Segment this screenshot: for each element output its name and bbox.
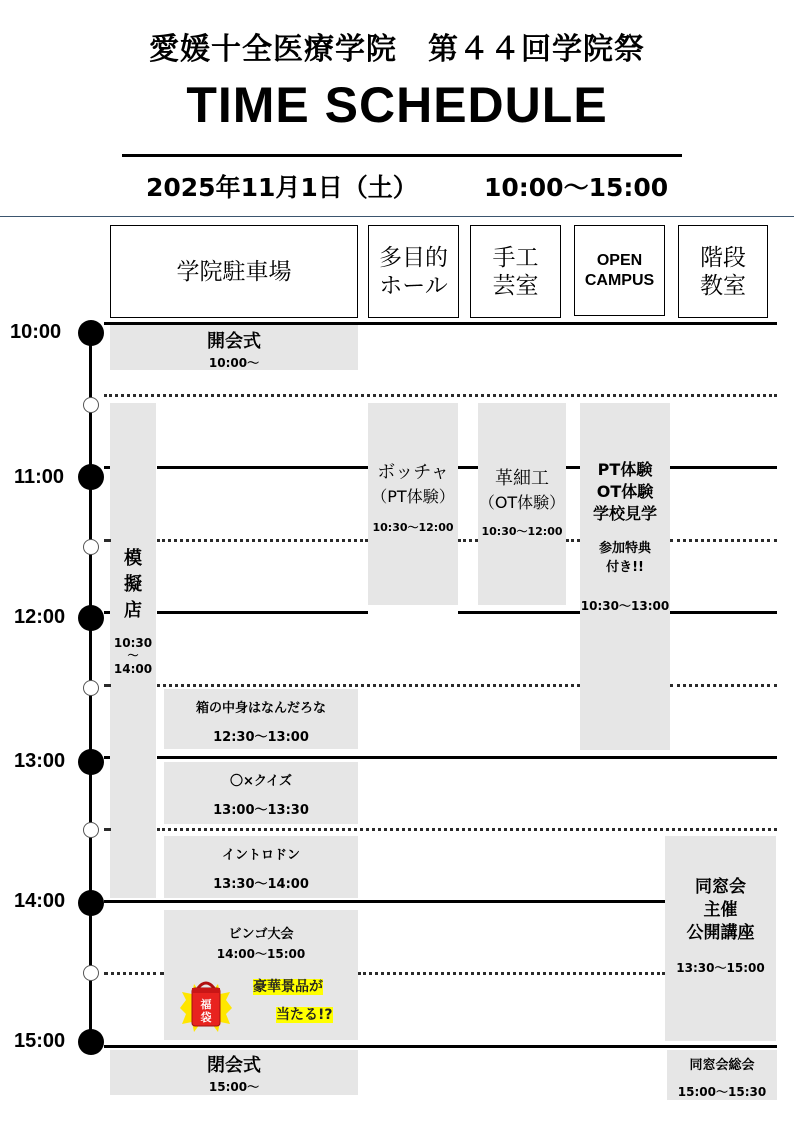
oc-bonus2: 付き!! [606, 560, 644, 575]
event-date: 2025年11月1日（土） [146, 173, 418, 202]
hour-line-11c [566, 466, 580, 469]
lucky-bag-icon [178, 974, 234, 1034]
opening-title: 開会式 [207, 331, 261, 352]
hour-line-11b [458, 466, 478, 469]
column-header-parking [110, 225, 358, 318]
hour-line-12d [104, 611, 110, 614]
bingo-prize-text2: 当たる!? [276, 1007, 333, 1023]
half-hour-line-1330b [104, 828, 110, 831]
hour-marker-14 [78, 890, 104, 916]
half-hour-line-1430a [104, 972, 164, 975]
column-header-hall-line2: ホール [379, 272, 448, 299]
maru-batsu-time: 13:00〜13:30 [213, 803, 309, 818]
event-alumni-lecture [665, 836, 776, 1041]
half-hour-marker-1430 [83, 965, 99, 981]
hour-line-15 [104, 1045, 777, 1048]
half-hour-line-1130a [157, 539, 368, 542]
intro-don-title: イントロドン [221, 848, 300, 863]
column-header-hall-line1: 多目的 [379, 244, 448, 271]
time-label-11: 11:00 [14, 466, 65, 488]
alumni-general-title: 同窓会総会 [689, 1058, 755, 1073]
oc-line1: PT体験 [597, 460, 653, 479]
column-header-craft-line1: 手工 [492, 244, 539, 271]
hour-marker-15 [78, 1029, 104, 1055]
column-header-stair-classroom [678, 225, 768, 318]
oc-time: 10:30〜13:00 [580, 599, 670, 613]
event-intro-don [164, 836, 358, 898]
hour-line-11d [670, 466, 777, 469]
bingo-time: 14:00〜15:00 [216, 947, 306, 961]
half-hour-line-1230a [157, 684, 580, 687]
column-header-oc-line2: CAMPUS [584, 271, 655, 289]
lucky-bag-text-1: 福 [200, 998, 212, 1011]
maru-batsu-title: 〇×クイズ [229, 774, 293, 789]
column-header-stair-line1: 階段 [700, 244, 746, 271]
half-hour-line-1230c [104, 684, 110, 687]
page-title-line2: TIME SCHEDULE [186, 77, 608, 133]
event-alumni-general-meeting [667, 1050, 777, 1100]
half-hour-line-1130d [670, 539, 777, 542]
half-hour-marker-1030 [83, 397, 99, 413]
half-hour-marker-1330 [83, 822, 99, 838]
hour-marker-10 [78, 320, 104, 346]
alumni-lecture-line1: 同窓会 [695, 877, 746, 897]
half-hour-line-1330 [157, 828, 777, 831]
event-maru-batsu-quiz [164, 762, 358, 824]
box-quiz-title: 箱の中身はなんだろな [195, 701, 326, 716]
leather-line1: 革細工 [495, 468, 549, 489]
event-mogiten [110, 403, 156, 898]
column-header-stair-line2: 教室 [700, 272, 746, 299]
oc-bonus1: 参加特典 [598, 541, 651, 556]
boccia-line1: ボッチャ [377, 462, 449, 483]
column-header-open-campus [574, 225, 665, 316]
leather-line2: （OT体験） [478, 493, 566, 512]
leather-time: 10:30〜12:00 [481, 525, 563, 538]
hour-line-13 [157, 756, 777, 759]
box-quiz-time: 12:30〜13:00 [213, 730, 309, 745]
column-header-craft-room [470, 225, 561, 318]
half-hour-marker-1230 [83, 680, 99, 696]
alumni-lecture-time: 13:30〜15:00 [676, 961, 765, 975]
bingo-prize-line2 [276, 1004, 333, 1024]
half-hour-line-1030 [104, 394, 777, 397]
column-header-craft-line2: 芸室 [492, 272, 539, 299]
half-hour-marker-1130 [83, 539, 99, 555]
event-boccia [368, 403, 458, 605]
half-hour-line-1230b [670, 684, 777, 687]
bingo-prize-text1: 豪華景品が [253, 979, 323, 995]
alumni-lecture-line3: 公開講座 [686, 923, 755, 943]
closing-title: 閉会式 [207, 1055, 261, 1076]
lucky-bag-text-2: 袋 [200, 1011, 212, 1024]
title-underline [122, 154, 682, 157]
mogiten-time-end: 14:00 [113, 662, 153, 676]
half-hour-line-1130b [458, 539, 478, 542]
hour-line-11e [104, 466, 110, 469]
time-label-14: 14:00 [14, 890, 66, 912]
header-divider [0, 216, 794, 217]
mogiten-char3: 店 [124, 600, 142, 621]
column-header-hall [368, 225, 459, 318]
bingo-prize-line1 [253, 976, 323, 996]
hour-line-12c [670, 611, 777, 614]
boccia-line2: （PT体験） [371, 487, 455, 506]
half-hour-line-1130c [566, 539, 580, 542]
time-label-10: 10:00 [10, 321, 62, 343]
hour-marker-13 [78, 749, 104, 775]
event-open-campus [580, 403, 670, 750]
alumni-lecture-line2: 主催 [703, 900, 738, 920]
column-header-oc-line1: OPEN [596, 251, 643, 269]
time-label-12: 12:00 [14, 606, 66, 628]
column-header-parking-label: 学院駐車場 [176, 258, 292, 285]
hour-line-14 [104, 900, 665, 903]
hour-marker-12 [78, 605, 104, 631]
hour-line-13b [104, 756, 110, 759]
mogiten-char2: 擬 [124, 574, 142, 595]
mogiten-tilde: 〜 [127, 649, 139, 662]
bingo-title: ビンゴ大会 [228, 927, 294, 942]
event-opening-ceremony [110, 325, 358, 370]
time-label-13: 13:00 [14, 750, 66, 772]
oc-line3: 学校見学 [592, 504, 657, 523]
alumni-general-time: 15:00〜15:30 [677, 1085, 767, 1099]
mogiten-time-start: 10:30 [113, 636, 153, 650]
boccia-time: 10:30〜12:00 [372, 521, 454, 534]
closing-time: 15:00〜 [208, 1080, 260, 1094]
page-title-line1: 愛媛十全医療学院 第４４回学院祭 [149, 32, 645, 67]
hour-line-11a [157, 466, 368, 469]
event-box-quiz [164, 689, 358, 749]
time-label-15: 15:00 [14, 1030, 66, 1052]
half-hour-line-1130e [104, 539, 110, 542]
event-time-range: 10:00〜15:00 [484, 173, 669, 202]
opening-time: 10:00〜 [208, 356, 260, 370]
half-hour-line-1430b [358, 972, 665, 975]
hour-marker-11 [78, 464, 104, 490]
hour-line-12a [157, 611, 368, 614]
intro-don-time: 13:30〜14:00 [213, 877, 309, 892]
hour-line-12b [458, 611, 580, 614]
oc-line2: OT体験 [596, 482, 654, 501]
hour-line-10 [104, 322, 777, 325]
event-closing-ceremony [110, 1050, 358, 1095]
event-leather-craft [478, 403, 566, 605]
mogiten-char1: 模 [124, 548, 142, 569]
